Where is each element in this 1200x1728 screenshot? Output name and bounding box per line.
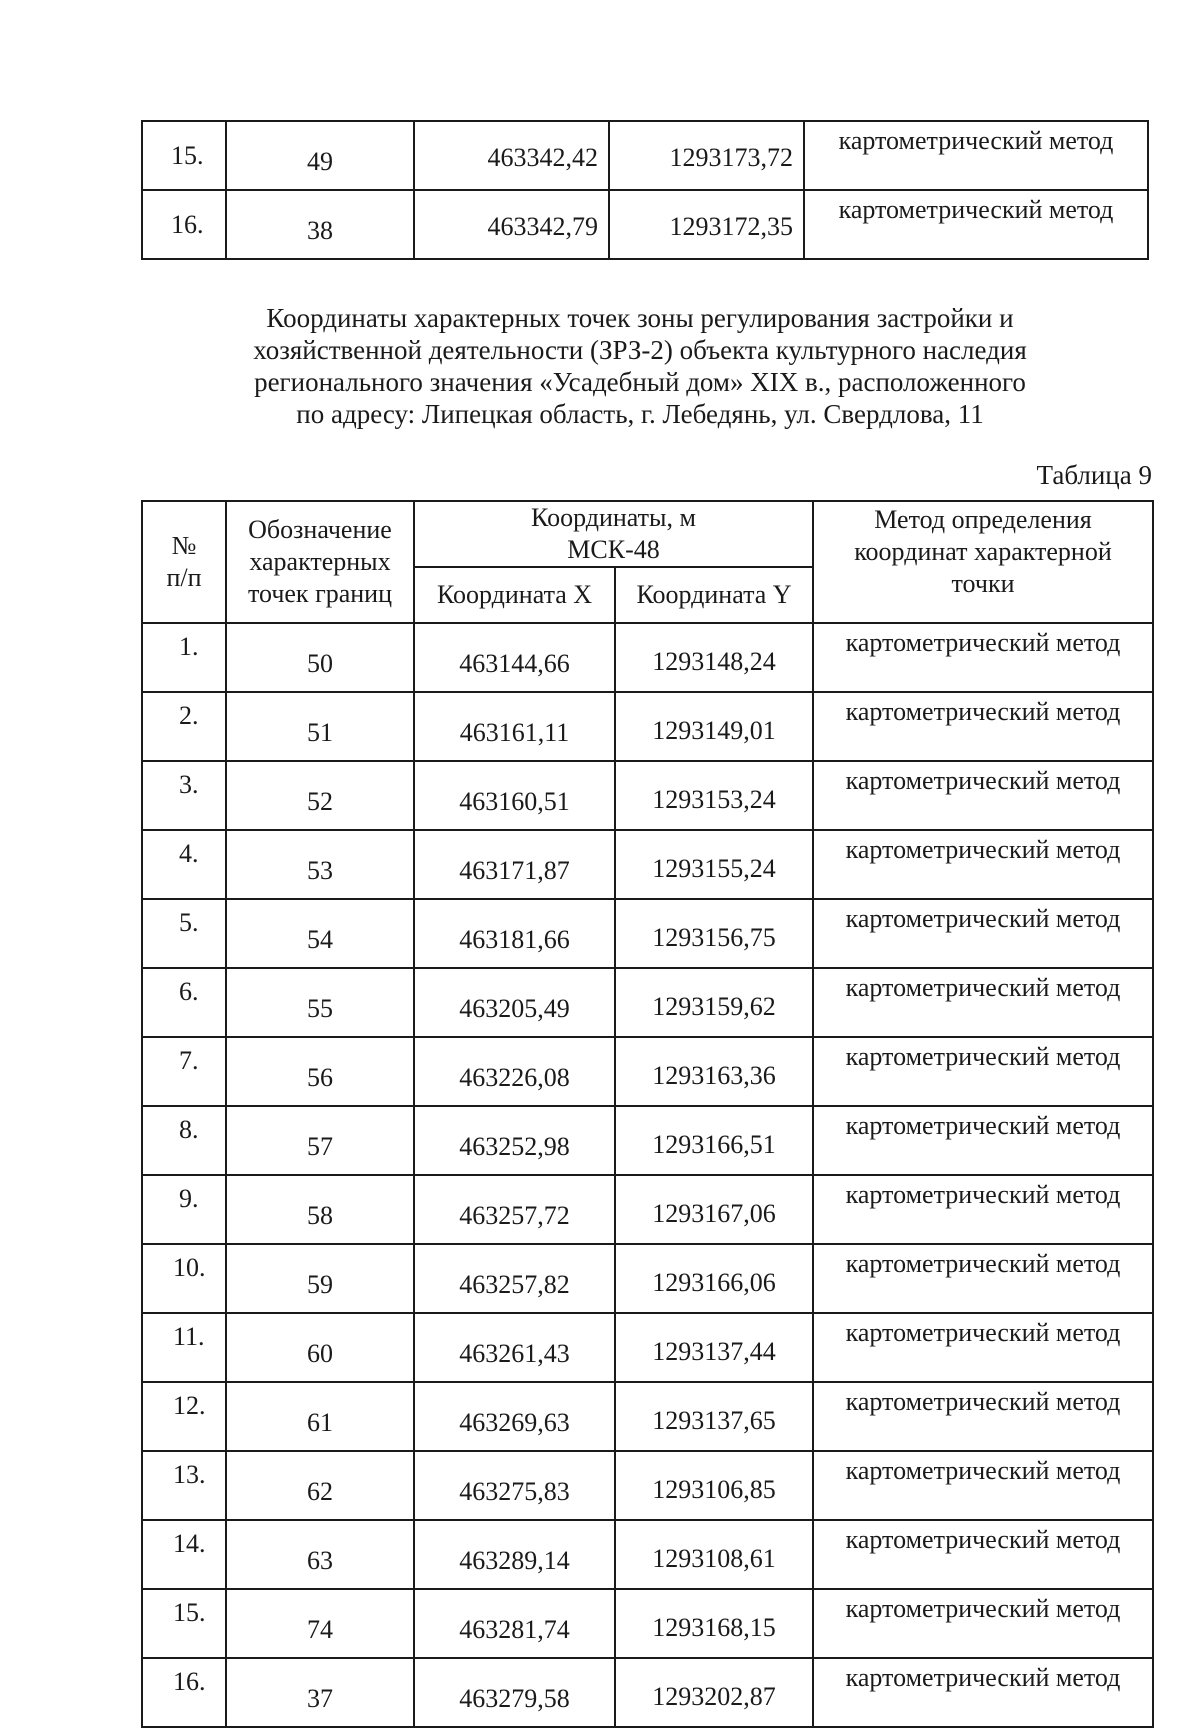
table-row [142,830,1153,899]
coordinate-y: 1293137,44 [615,1313,813,1382]
method: картометрический метод [813,1313,1153,1382]
row-number: 8. [142,1106,226,1175]
coordinate-y: 1293153,24 [615,761,813,830]
method: картометрический метод [813,1106,1153,1175]
row-number: 12. [142,1382,226,1451]
table-row [142,1244,1153,1313]
table-row [142,692,1153,761]
coordinate-y: 1293166,06 [615,1244,813,1313]
method: картометрический метод [813,692,1153,761]
method: картометрический метод [813,623,1153,692]
point-designation: 58 [226,1175,414,1244]
coordinate-y: 1293167,06 [615,1175,813,1244]
row-number: 15. [142,121,226,190]
coordinate-x: 463226,08 [414,1037,615,1106]
coordinate-x: 463275,83 [414,1451,615,1520]
header-designation: Обозначение характерных точек границ [226,501,414,623]
point-designation: 56 [226,1037,414,1106]
method: картометрический метод [813,1451,1153,1520]
coordinate-x: 463281,74 [414,1589,615,1658]
coordinates-table [141,500,1154,1728]
row-number: 14. [142,1520,226,1589]
heading-line: хозяйственной деятельности (ЗРЗ-2) объекта культурного наследия [253,335,1027,365]
table-row [142,190,1148,259]
table-row [142,1589,1153,1658]
row-number: 1. [142,623,226,692]
point-designation: 52 [226,761,414,830]
table-row [142,121,1148,190]
coordinate-y: 1293173,72 [609,121,804,190]
row-number: 16. [142,190,226,259]
coordinate-y: 1293202,87 [615,1658,813,1727]
method: картометрический метод [813,1658,1153,1727]
coordinate-y: 1293106,85 [615,1451,813,1520]
method: картометрический метод [813,968,1153,1037]
method: картометрический метод [813,1175,1153,1244]
row-number: 13. [142,1451,226,1520]
point-designation: 74 [226,1589,414,1658]
coordinate-x: 463279,58 [414,1658,615,1727]
row-number: 3. [142,761,226,830]
coordinate-x: 463342,79 [414,190,609,259]
row-number: 7. [142,1037,226,1106]
table-label: Таблица 9 [1036,460,1152,490]
heading-line: по адресу: Липецкая область, г. Лебедянь, ул. Свердлова, 11 [296,399,984,429]
row-number: 9. [142,1175,226,1244]
method: картометрический метод [813,1037,1153,1106]
point-designation: 50 [226,623,414,692]
point-designation: 63 [226,1520,414,1589]
table-row [142,761,1153,830]
table-row [142,1382,1153,1451]
row-number: 2. [142,692,226,761]
coordinate-x: 463342,42 [414,121,609,190]
coordinate-x: 463269,63 [414,1382,615,1451]
coordinate-x: 463171,87 [414,830,615,899]
method: картометрический метод [813,1382,1153,1451]
table-row [142,1037,1153,1106]
coordinate-x: 463289,14 [414,1520,615,1589]
coordinate-y: 1293108,61 [615,1520,813,1589]
method: картометрический метод [813,1244,1153,1313]
coordinate-x: 463160,51 [414,761,615,830]
row-number: 11. [142,1313,226,1382]
coordinate-y: 1293156,75 [615,899,813,968]
header-coordinate-x: Координата X [414,567,615,623]
coordinate-y: 1293166,51 [615,1106,813,1175]
heading-line: Координаты характерных точек зоны регулирования застройки и [266,303,1014,333]
table-row [142,1106,1153,1175]
header-row [142,501,1153,567]
table-row [142,899,1153,968]
point-designation: 61 [226,1382,414,1451]
row-number: 10. [142,1244,226,1313]
point-designation: 62 [226,1451,414,1520]
point-designation: 53 [226,830,414,899]
point-designation: 55 [226,968,414,1037]
point-designation: 60 [226,1313,414,1382]
coordinate-x: 463257,82 [414,1244,615,1313]
row-number: 5. [142,899,226,968]
point-designation: 57 [226,1106,414,1175]
coordinate-y: 1293149,01 [615,692,813,761]
table-row [142,1175,1153,1244]
coordinate-y: 1293155,24 [615,830,813,899]
method: картометрический метод [813,899,1153,968]
coordinate-x: 463252,98 [414,1106,615,1175]
coordinate-y: 1293148,24 [615,623,813,692]
section-heading [150,302,1130,430]
coordinate-x: 463144,66 [414,623,615,692]
point-designation: 49 [226,121,414,190]
table-row [142,1451,1153,1520]
continued-coordinates-table [141,120,1149,260]
point-designation: 38 [226,190,414,259]
header-number: № п/п [142,501,226,623]
heading-line: регионального значения «Усадебный дом» XIX в., расположенного [254,367,1026,397]
coordinate-x: 463257,72 [414,1175,615,1244]
coordinate-y: 1293168,15 [615,1589,813,1658]
table-row [142,623,1153,692]
point-designation: 59 [226,1244,414,1313]
method: картометрический метод [813,830,1153,899]
coordinate-y: 1293137,65 [615,1382,813,1451]
coordinate-x: 463161,11 [414,692,615,761]
table-row [142,968,1153,1037]
method: картометрический метод [813,761,1153,830]
point-designation: 37 [226,1658,414,1727]
coordinate-y: 1293172,35 [609,190,804,259]
method: картометрический метод [813,1589,1153,1658]
header-coordinates: Координаты, м МСК-48 [414,501,813,567]
coordinate-x: 463261,43 [414,1313,615,1382]
table-row [142,1520,1153,1589]
header-method: Метод определения координат характерной точки [813,501,1153,623]
method: картометрический метод [804,190,1148,259]
row-number: 16. [142,1658,226,1727]
header-coordinate-y: Координата Y [615,567,813,623]
row-number: 15. [142,1589,226,1658]
coordinate-x: 463181,66 [414,899,615,968]
coordinate-x: 463205,49 [414,968,615,1037]
point-designation: 51 [226,692,414,761]
coordinate-y: 1293163,36 [615,1037,813,1106]
coordinate-y: 1293159,62 [615,968,813,1037]
method: картометрический метод [813,1520,1153,1589]
row-number: 6. [142,968,226,1037]
row-number: 4. [142,830,226,899]
method: картометрический метод [804,121,1148,190]
table-row [142,1313,1153,1382]
table-row [142,1658,1153,1727]
point-designation: 54 [226,899,414,968]
